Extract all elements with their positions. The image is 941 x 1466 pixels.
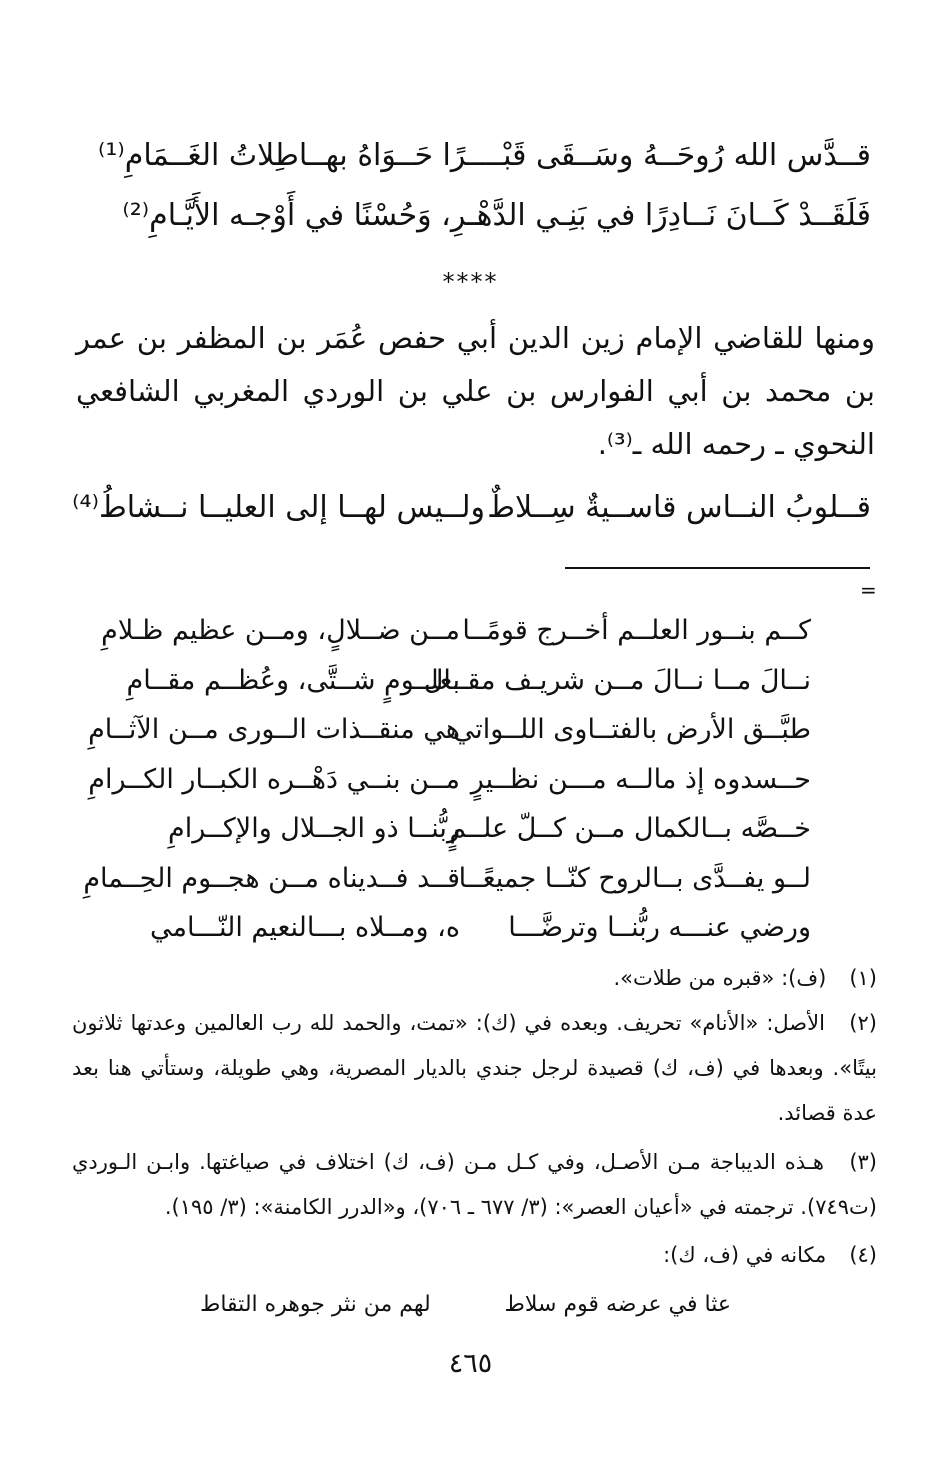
page-number: ٤٦٥	[448, 1348, 493, 1379]
poem-hemistich-1: خــصَّه بــالكمال مــن كــلّ علــمٍ	[449, 813, 811, 844]
verse-hemistich-1: فَلَقَــدْ كَــانَ نَــادِرًا في بَنِـي الدَّهْـ	[467, 198, 871, 233]
poem-hemistich-2: بعلــومٍ شــتَّى، وعُظــم مقــامِ	[126, 664, 460, 696]
poem-line	[88, 705, 811, 755]
footnote-1	[72, 956, 877, 1001]
section-separator: ****	[442, 268, 499, 296]
verse-hemistich-2: ــرِ، وَحُسْنًا في أَوْجـه الأَيَّـامِ⁽²⁾	[122, 198, 485, 233]
verse-line-2	[80, 186, 871, 246]
footnote-text: (ف): «قبره من طلات».	[613, 966, 827, 990]
footnote-divider	[565, 567, 870, 569]
verse-hemistich-2: لهم من نثر جوهره التقاط	[200, 1292, 431, 1317]
footnote-poem	[83, 606, 811, 953]
verse-hemistich-2: ولــيس لهــا إلى العليــا نــشاطُ⁽⁴⁾	[72, 490, 485, 525]
footnote-text: هـذه الديباجة مـن الأصـل، وفي كـل مـن (ف، ك) اختلاف في صياغتها. وابـن الـوردي (ت٧٤٩). ترجمته في «أعيان العصر»: (٣/ ٦٧٧ ـ ٧٠٦)، و«الدرر الكامنة»: (٣/ ١٩٥).	[72, 1150, 877, 1219]
poem-hemistich-2: هي منقــذات الــورى مــن الآثــامِ	[88, 714, 460, 745]
poem-hemistich-1: نــالَ مــا نــالَ مــن شريـف مقــال	[423, 664, 811, 696]
verse-hemistich-1: قــدَّس الله رُوحَــهُ وسَــقَى قَبْــ	[485, 138, 871, 173]
continuation-mark: =	[860, 578, 877, 602]
poem-line	[140, 804, 811, 854]
verse-hemistich-1: عثا في عرضه قوم سلاط	[504, 1292, 731, 1317]
verse-hemistich-2: ــرًا حَــوَاهُ بهــاطِلاتُ الغَــمَامِ⁽¹⁾	[97, 138, 485, 173]
footnote-number: (٢)	[849, 1011, 877, 1035]
poem-hemistich-1: ورضي عنـــه ربُّنــا وترضَّـــا	[508, 912, 811, 943]
verse-hemistich-1: قــلوبُ النــاس قاســيةٌ سِــلاطٌ	[487, 490, 871, 525]
poem-hemistich-1: طبَّــق الأرض بالفتــاوى اللــواتي	[452, 714, 811, 745]
poem-line	[83, 854, 811, 904]
poem-line	[101, 606, 811, 656]
poem-line	[126, 656, 811, 706]
poem-hemistich-2: ه، ومــلاه بـــالنعيم النّـــامي	[150, 912, 460, 943]
footnote-text: مكانه في (ف، ك):	[663, 1243, 827, 1267]
footnote-text: الأصل: «الأنام» تحريف. وبعده في (ك): «تمت، والحمد لله رب العالمين وعدتها ثلاثون بيتًا». وبعدها في (ف، ك) قصيدة لرجل جندي بالديار المصرية، وهي طويلة، وستأتي هنا بعد عدة قصائد.	[72, 1011, 877, 1125]
footnote-3	[72, 1140, 877, 1230]
poem-hemistich-2: مــن بنــي دَهْــره الكبــار الكــرامِ	[88, 763, 460, 795]
verse-line-3	[72, 478, 871, 538]
verse-line-1	[80, 126, 871, 186]
footnote-verse	[200, 1285, 731, 1325]
footnote-4	[72, 1233, 877, 1278]
poem-line	[140, 903, 811, 953]
poem-hemistich-2: قــد فــديناه مــن هجــوم الحِــمامِ	[83, 862, 460, 894]
poem-hemistich-1: حــسدوه إذ مالــه مـــن نظــيرٍ	[470, 763, 811, 795]
poem-line	[88, 755, 811, 805]
poem-hemistich-2: ربُّنــا ذو الجــلال والإكــرامِ	[168, 813, 460, 844]
poem-hemistich-1: لــو يفــدَّى بــالروح كنّــا جميعًــا	[458, 862, 811, 894]
footnote-number: (٤)	[849, 1243, 877, 1267]
intro-paragraph: ومنها للقاضي الإمام زين الدين أبي حفص عُمَر بن المظفر بن عمر بن محمد بن أبي الفوارس بن علي بن الوردي المغربي الشافعي النحوي ـ رحمه الله ـ⁽³⁾.	[76, 321, 875, 461]
footnote-number: (١)	[849, 966, 877, 990]
poem-hemistich-1: كــم بنــور العلــم أخــرج قومًــا	[462, 615, 811, 646]
poem-hemistich-2: مــن ضــلالٍ، ومــن عظيم ظـلامِ	[101, 615, 460, 646]
footnote-2	[72, 1001, 877, 1136]
footnote-number: (٣)	[849, 1150, 877, 1174]
